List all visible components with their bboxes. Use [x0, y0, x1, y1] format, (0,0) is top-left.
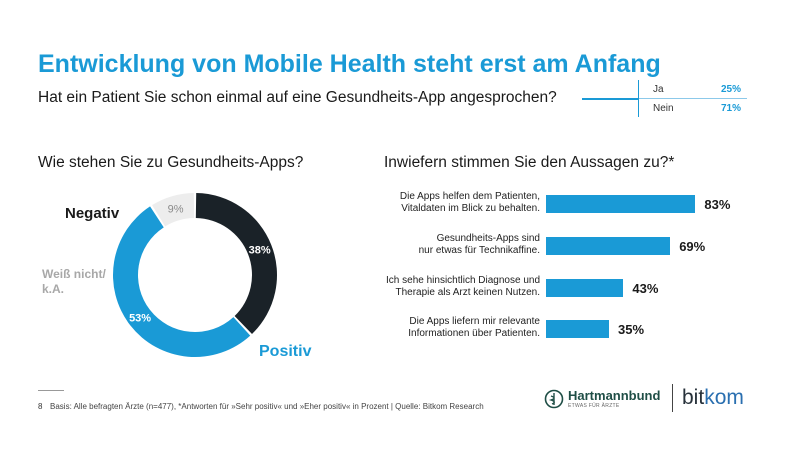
slice-label-positiv: Positiv — [259, 343, 312, 360]
hartmannbund-wordmark — [568, 389, 660, 409]
answer-value: 25% — [720, 84, 741, 95]
bar-chart-title: Inwiefern stimmen Sie den Aussagen zu?* — [384, 154, 675, 171]
caduceus-icon — [544, 389, 564, 409]
bar — [546, 237, 670, 255]
slice-label-weiss-nicht — [42, 267, 106, 297]
footer-rule — [38, 390, 64, 391]
bar-category-label — [374, 275, 540, 299]
donut-chart-title: Wie stehen Sie zu Gesundheits-Apps? — [38, 154, 304, 171]
answer-label: Nein — [653, 103, 674, 114]
bitkom-logo-part: bit — [682, 386, 705, 409]
bar-category-line: Die Apps liefern mir relevante — [409, 316, 540, 327]
chart-title: Entwicklung von Mobile Health steht erst am Anfang — [38, 50, 661, 78]
bar — [546, 279, 623, 297]
bar-category-label — [374, 233, 540, 257]
donut-value-label: 9% — [167, 203, 184, 216]
slice-label-negativ: Negativ — [65, 205, 120, 222]
bar-category-line: Die Apps helfen dem Patienten, — [399, 191, 540, 202]
hartmannbund-name: Hartmannbund — [568, 388, 661, 403]
donut-slice-0 — [196, 193, 277, 334]
footer-note: Basis: Alle befragten Ärzte (n=477), *Antworten für »Sehr positiv« und »Eher positiv« in Prozent | Quelle: Bitkom Research — [50, 402, 484, 411]
answer-label: Ja — [653, 84, 664, 95]
bar-value-label: 69% — [679, 239, 706, 254]
answer-value: 71% — [720, 103, 741, 114]
chart-subtitle: Hat ein Patient Sie schon einmal auf eine Gesundheits-App angesprochen? — [38, 89, 557, 106]
bar-value-label: 35% — [618, 322, 645, 337]
bar-category-line: Ich sehe hinsichtlich Diagnose und — [386, 275, 540, 286]
page-number: 8 — [38, 402, 43, 411]
bar-category-label — [374, 191, 540, 215]
bar — [546, 320, 609, 338]
hartmannbund-logo — [544, 389, 660, 409]
bar-value-label: 43% — [632, 281, 659, 296]
bar-category-line: Gesundheits-Apps sind — [436, 233, 540, 244]
bitkom-logo-part: kom — [704, 386, 744, 409]
bar-category-line: Therapie als Arzt keinen Nutzen. — [395, 287, 540, 298]
bar-category-line: nur etwas für Technikaffine. — [418, 245, 540, 256]
donut-value-label: 38% — [248, 244, 271, 257]
slice-label-line: k.A. — [42, 282, 65, 296]
hartmannbund-tagline: ETWAS FÜR ÄRZTE — [568, 403, 620, 409]
bar-category-line: Informationen über Patienten. — [408, 328, 540, 339]
bitkom-logo — [682, 386, 744, 410]
bar — [546, 195, 695, 213]
bar-category-label — [374, 316, 540, 340]
bar-category-line: Vitaldaten im Blick zu behalten. — [401, 203, 540, 214]
donut-value-label: 53% — [129, 312, 152, 325]
slice-label-line: Weiß nicht/ — [42, 267, 106, 281]
bar-value-label: 83% — [704, 197, 731, 212]
logo-divider — [672, 384, 673, 412]
